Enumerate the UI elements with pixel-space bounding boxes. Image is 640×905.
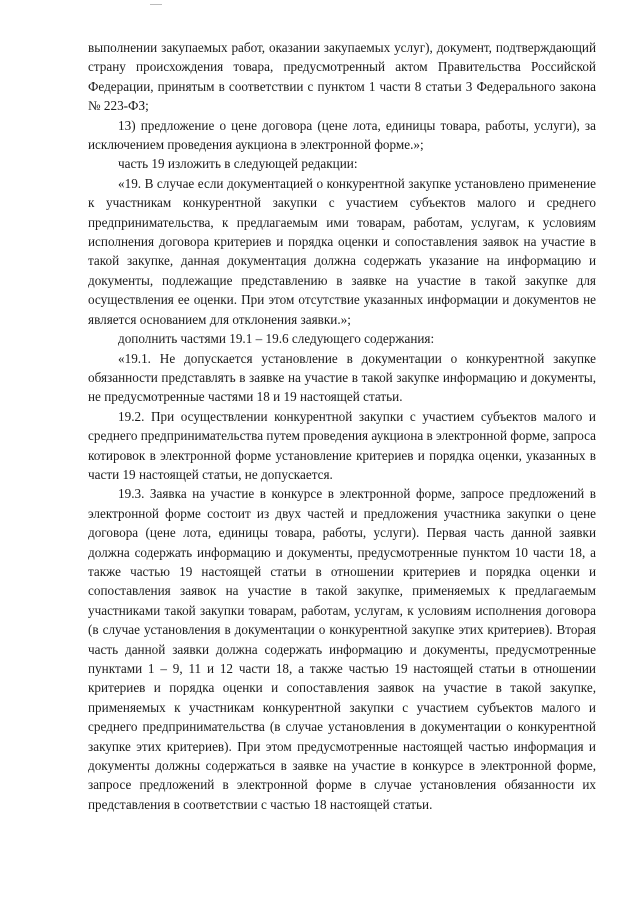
- document-body: [88, 38, 596, 814]
- paragraph-part-19-3: 19.3. Заявка на участие в конкурсе в электронной форме, запросе предложений в электронной форме состоит из двух частей и предложения участника закупки о цене договора (цене лота, единицы товара, работы, услуги). Первая часть данной заявки должна содержать информацию и документы, предусмотренные пунктом 10 части 18, а также частью 19 настоящей статьи в отношении критериев и порядка оценки и сопоставления заявок на участие в такой закупке, применяемых к предлагаемым участниками такой закупки товарам, работам, услугам, к условиям исполнения договора (в случае установления в документации о конкурентной закупке этих критериев). Вторая часть данной заявки должна содержать информацию и документы, предусмотренные пунктами 1 – 9, 11 и 12 части 18, а также частью 19 настоящей статьи в отношении критериев и порядка оценки и сопоставления заявок на участие в такой закупке, применяемых к участникам конкурентной закупки с участием субъектов малого и среднего предпринимательства (в случае установления в документации о конкурентной закупке этих критериев). При этом предусмотренные настоящей частью информация и документы должны содержаться в заявке на участие в конкурсе в электронной форме, запросе предложений в электронной форме в случае установления обязанности их представления в соответствии с частью 18 настоящей статьи.: [88, 486, 596, 812]
- paragraph-part-19-intro: часть 19 изложить в следующей редакции:: [118, 156, 358, 172]
- paragraph-item-13: 13) предложение о цене договора (цене лота, единицы товара, работы, услуги), за исключением проведения аукциона в электронной форме.»;: [88, 117, 596, 153]
- scan-mark: [150, 4, 162, 5]
- paragraph-part-19-1: «19.1. Не допускается установление в документации о конкурентной закупке обязанности представлять в заявке на участие в такой закупке информацию и документы, не предусмотренные частями 18 и 19 настоящей статьи.: [88, 350, 596, 405]
- paragraph-parts-19-1-19-6-intro: дополнить частями 19.1 – 19.6 следующего содержания:: [118, 331, 435, 347]
- paragraph-continuation: выполнении закупаемых работ, оказании закупаемых услуг), документ, подтверждающий страну происхождения товара, предусмотренный актом Правительства Российской Федерации, принятым в соответствии с пунктом 1 части 8 статьи 3 Федерального закона № 223-ФЗ;: [88, 40, 596, 114]
- paragraph-part-19-2: 19.2. При осуществлении конкурентной закупки с участием субъектов малого и среднего предпринимательства путем проведения аукциона в электронной форме, запроса котировок в электронной форме установление критериев и порядка оценки, указанных в части 19 настоящей статьи, не допускается.: [88, 408, 596, 482]
- paragraph-part-19: «19. В случае если документацией о конкурентной закупке установлено применение к участникам конкурентной закупки с участием субъектов малого и среднего предпринимательства, к предлагаемым ими товарам, работам, услугам, к условиям исполнения договора критериев и порядка оценки и сопоставления заявок на участие в такой закупке, данная документация должна содержать указание на информацию и документы, подлежащие представлению в заявке на участие в такой закупке для осуществления ее оценки. При этом отсутствие указанных информации и документов не является основанием для отклонения заявки.»;: [88, 175, 596, 327]
